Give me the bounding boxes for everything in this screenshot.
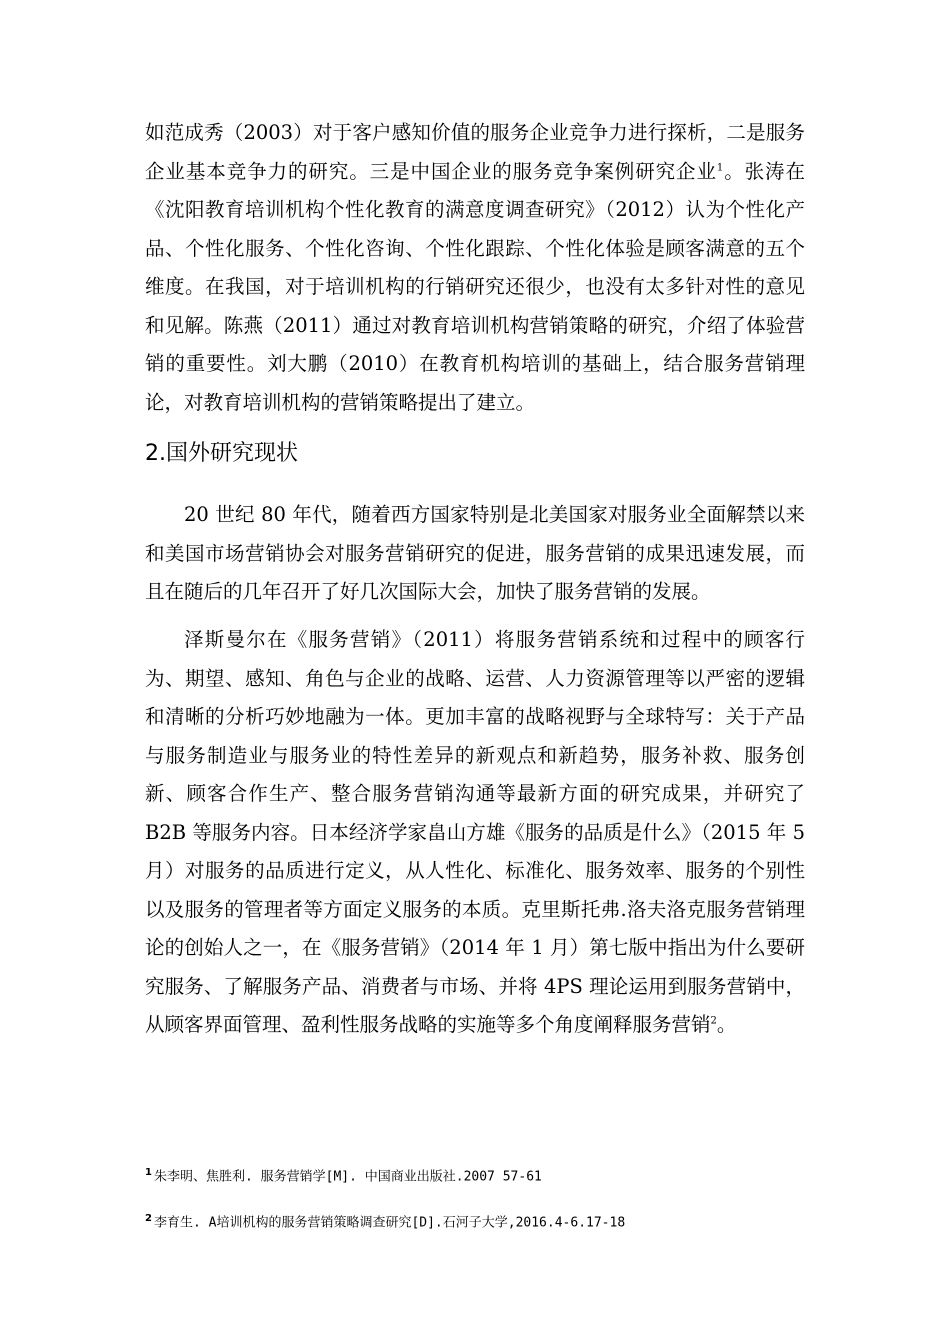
body-paragraph-3 bbox=[145, 621, 805, 1045]
footnote-1-number: 1 bbox=[145, 1167, 152, 1178]
footnote-2 bbox=[145, 1209, 825, 1233]
footnote-ref-2[interactable]: 2 bbox=[710, 1015, 717, 1027]
body-paragraph-2 bbox=[145, 496, 805, 612]
body-paragraph-1 bbox=[145, 114, 805, 422]
paragraph-1-text-cont: 。张涛在《沈阳教育培训机构个性化教育的满意度调查研究》（2012）认为个性化产品、个性化服务、个性化咨询、个性化跟踪、个性化体验是顾客满意的五个维度。在我国，对于培训机构的行销研究还很少，也没有太多针对性的意见和见解。陈燕（2011）通过对教育培训机构营销策略的研究，介绍了体验营销的重要性。刘大鹏（2010）在教育机构培训的基础上，结合服务营销理论，对教育培训机构的营销策略提出了建立。 bbox=[145, 159, 805, 414]
paragraph-1-text: 如范成秀（2003）对于客户感知价值的服务企业竞争力进行探析，二是服务企业基本竞争力的研究。三是中国企业的服务竞争案例研究企业 bbox=[145, 121, 805, 183]
paragraph-3-text-cont: 。 bbox=[716, 1013, 737, 1036]
footnote-2-number: 2 bbox=[145, 1213, 152, 1224]
section-heading: 2.国外研究现状 bbox=[145, 441, 298, 466]
footnote-ref-1[interactable]: 1 bbox=[716, 162, 724, 173]
paragraph-2-text: 20 世纪 80 年代，随着西方国家特别是北美国家对服务业全面解禁以来和美国市场营销协会对服务营销研究的促进，服务营销的成果迅速发展，而且在随后的几年召开了好几次国际大会，加快了服务营销的发展。 bbox=[145, 503, 805, 603]
footnote-2-text: 李育生. A培训机构的服务营销策略调查研究[D].石河子大学,2016.4-6.17-18 bbox=[153, 1215, 626, 1231]
footnote-1 bbox=[145, 1163, 825, 1187]
paragraph-3-text: 泽斯曼尔在《服务营销》（2011）将服务营销系统和过程中的顾客行为、期望、感知、角色与企业的战略、运营、人力资源管理等以严密的逻辑和清晰的分析巧妙地融为一体。更加丰富的战略视野与全球特写：关于产品与服务制造业与服务业的特性差异的新观点和新趋势，服务补救、服务创新、顾客合作生产、整合服务营销沟通等最新方面的研究成果，并研究了 B2B 等服务内容。日本经济学家畠山方雄《服务的品质是什么》（2015 年 5 月）对服务的品质进行定义，从人性化、标准化、服务效率、服务的个别性以及服务的管理者等方面定义服务的本质。克里斯托弗.洛夫洛克服务营销理论的创始人之一，在《服务营销》（2014 年 1 月）第七版中指出为什么要研究服务、了解服务产品、消费者与市场、并将 4PS 理论运用到服务营销中，从顾客界面管理、盈利性服务战略的实施等多个角度阐释服务营销 bbox=[145, 628, 805, 1036]
footnote-1-text: 朱李明、焦胜利. 服务营销学[M]. 中国商业出版社.2007 57-61 bbox=[153, 1169, 542, 1185]
